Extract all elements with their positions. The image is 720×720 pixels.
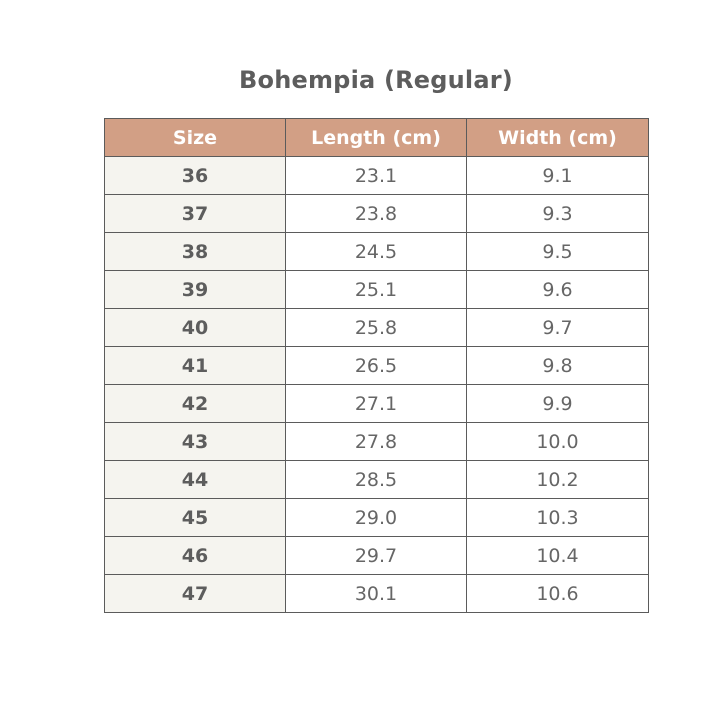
length-cell: 23.8 bbox=[286, 195, 467, 233]
table-row bbox=[105, 461, 649, 499]
table-row bbox=[105, 309, 649, 347]
length-cell: 29.0 bbox=[286, 499, 467, 537]
size-cell: 42 bbox=[105, 385, 286, 423]
size-cell: 36 bbox=[105, 157, 286, 195]
size-cell: 40 bbox=[105, 309, 286, 347]
table-row bbox=[105, 499, 649, 537]
length-cell: 24.5 bbox=[286, 233, 467, 271]
width-cell: 9.9 bbox=[467, 385, 649, 423]
table-row bbox=[105, 423, 649, 461]
width-cell: 9.6 bbox=[467, 271, 649, 309]
length-cell: 25.1 bbox=[286, 271, 467, 309]
width-cell: 10.3 bbox=[467, 499, 649, 537]
table-row bbox=[105, 537, 649, 575]
width-cell: 10.2 bbox=[467, 461, 649, 499]
width-cell: 10.0 bbox=[467, 423, 649, 461]
table-row bbox=[105, 233, 649, 271]
table-row bbox=[105, 271, 649, 309]
size-cell: 41 bbox=[105, 347, 286, 385]
length-cell: 23.1 bbox=[286, 157, 467, 195]
size-cell: 37 bbox=[105, 195, 286, 233]
column-header-width: Width (cm) bbox=[467, 119, 649, 157]
column-header-length: Length (cm) bbox=[286, 119, 467, 157]
size-cell: 46 bbox=[105, 537, 286, 575]
size-table bbox=[104, 118, 649, 613]
size-cell: 43 bbox=[105, 423, 286, 461]
table-row bbox=[105, 157, 649, 195]
length-cell: 25.8 bbox=[286, 309, 467, 347]
size-cell: 38 bbox=[105, 233, 286, 271]
width-cell: 10.6 bbox=[467, 575, 649, 613]
column-header-size: Size bbox=[105, 119, 286, 157]
length-cell: 29.7 bbox=[286, 537, 467, 575]
size-cell: 44 bbox=[105, 461, 286, 499]
size-cell: 39 bbox=[105, 271, 286, 309]
table-row bbox=[105, 195, 649, 233]
width-cell: 9.5 bbox=[467, 233, 649, 271]
width-cell: 9.3 bbox=[467, 195, 649, 233]
width-cell: 9.8 bbox=[467, 347, 649, 385]
size-cell: 45 bbox=[105, 499, 286, 537]
width-cell: 9.7 bbox=[467, 309, 649, 347]
header-row bbox=[105, 119, 649, 157]
width-cell: 9.1 bbox=[467, 157, 649, 195]
table-row bbox=[105, 575, 649, 613]
length-cell: 28.5 bbox=[286, 461, 467, 499]
length-cell: 27.8 bbox=[286, 423, 467, 461]
table-row bbox=[105, 385, 649, 423]
chart-title: Bohempia (Regular) bbox=[239, 66, 513, 94]
length-cell: 27.1 bbox=[286, 385, 467, 423]
length-cell: 26.5 bbox=[286, 347, 467, 385]
table-row bbox=[105, 347, 649, 385]
table-body bbox=[105, 157, 649, 613]
length-cell: 30.1 bbox=[286, 575, 467, 613]
width-cell: 10.4 bbox=[467, 537, 649, 575]
size-cell: 47 bbox=[105, 575, 286, 613]
